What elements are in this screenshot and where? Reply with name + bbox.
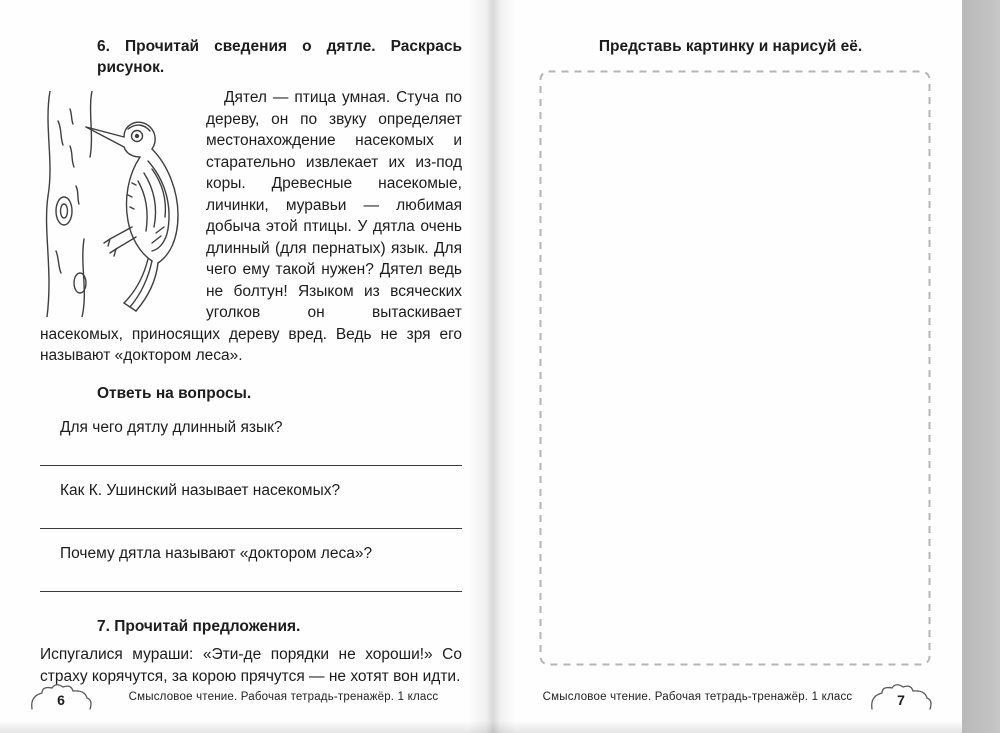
- woodpecker-illustration: [40, 91, 192, 317]
- question-2: Как К. Ушинский называет насекомых?: [60, 481, 341, 499]
- page-left: [0, 0, 481, 733]
- drawing-area: [539, 70, 931, 666]
- page-right: [481, 0, 962, 733]
- task6-body: [40, 87, 462, 367]
- footer-left: [28, 683, 465, 711]
- page-number-badge-right: [868, 683, 934, 711]
- answer-line-3: [40, 591, 462, 592]
- footer-text-left: Смысловое чтение. Рабочая тетрадь-тренажёр. 1 класс: [128, 691, 439, 703]
- page-number-badge-left: [28, 683, 94, 711]
- question-3: Почему дятла называют «доктором леса»?: [60, 544, 373, 562]
- right-page-title: Представь картинку и нарисуй её.: [598, 38, 863, 55]
- page-number-left: 6: [57, 692, 65, 708]
- task6-title: 6. Прочитай сведения о дятле. Раскрась рисунок.: [97, 38, 462, 76]
- background-strip: [962, 0, 1000, 733]
- page-number-right: 7: [897, 692, 905, 708]
- dashed-frame-icon: [539, 70, 931, 666]
- questions-title: Ответь на вопросы.: [97, 384, 252, 402]
- question-1: Для чего дятлу длинный язык?: [60, 418, 283, 436]
- footer-text-right: Смысловое чтение. Рабочая тетрадь-тренажёр. 1 класс: [542, 691, 853, 703]
- task7-title: 7. Прочитай предложения.: [97, 617, 301, 635]
- task6-paragraph: Дятел — птица умная. Стуча по дереву, он по звуку определяет местонахождение насекомых и старательно извлекает их из-под коры. Древесные насекомые, личинки, муравьи — любимая добыча этой птицы. У дятла очень длинный (для пернатых) язык. Для чего ему такой нужен? Дятел ведь не болтун! Языком из всяческих уголков он вытаскивает насекомых, приносящих дереву вред. Ведь не зря его называют «доктором леса».: [40, 89, 462, 364]
- answer-line-2: [40, 528, 462, 529]
- answer-line-1: [40, 465, 462, 466]
- footer-right: [535, 683, 934, 711]
- task7-text: Испугалися мураши: «Эти-де порядки не хороши!» Со страху корячутся, за корою прячутся — не хотят вон идти.: [40, 645, 462, 685]
